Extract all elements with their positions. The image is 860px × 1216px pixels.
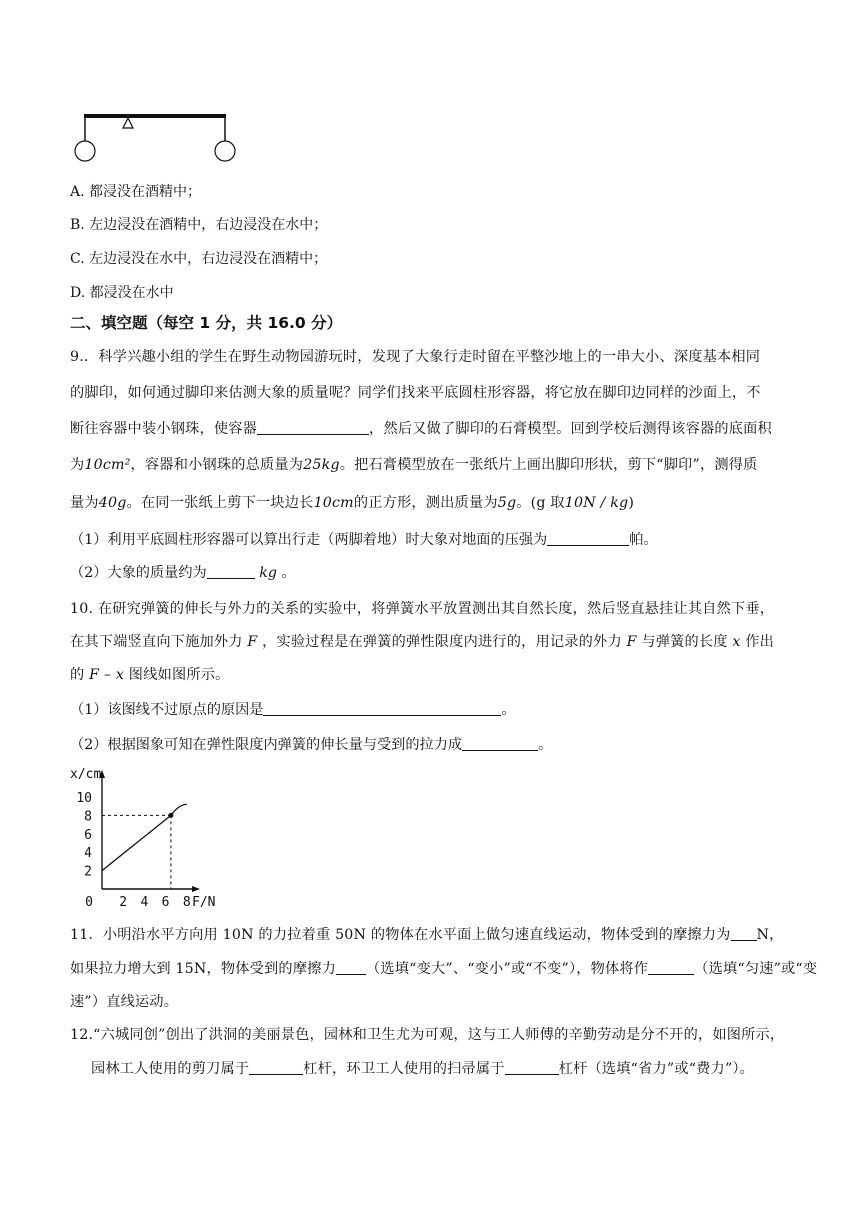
q9-footprint-mass: 40g [98,495,127,511]
q10-line-3b: 图线如图所示。 [128,667,230,683]
q9-sub-1a: （1）利用平底圆柱形容器可以算出行走（两脚着地）时大象对地面的压强为 [70,532,548,548]
q9-square-mass: 5g [497,495,517,511]
q9-mass-value: 25kg [303,457,340,473]
q10-blank-1[interactable] [263,701,501,716]
y-axis-label: x/cm [70,767,102,782]
q12-line-2 [91,1058,754,1078]
y-tick-label: 4 [84,846,92,862]
option-a: A. 都浸没在酒精中； [70,184,202,200]
fx-chart [66,762,226,912]
q9-blank-3[interactable] [207,564,255,579]
q10-line-2d: 作出 [745,634,775,650]
y-tick-label: 6 [84,827,92,843]
q11-line-1b: N， [756,927,784,943]
q9-line-3a: 断往容器中装小钢珠，使容器 [70,421,258,437]
q9-blank-1[interactable] [257,420,369,435]
q10-line-2b: ，实验过程是在弹簧的弹性限度内进行的，用记录的外力 [262,634,622,650]
right-ball [215,141,235,161]
q11-line-2c: （选填“匀速”或“变 [694,961,818,977]
q10-fx-symbol: F – x [89,667,125,683]
x-axis-label: F/N [192,895,216,910]
section-heading: 二、填空题（每空 1 分，共 16.0 分） [70,314,343,332]
q10-sub-2b: 。 [538,737,553,753]
q9-sub-1 [70,529,658,549]
q10-sub-2 [70,734,552,754]
q9-sub-1b: 帕。 [629,532,658,548]
option-c: C. 左边浸没在水中，右边浸没在酒精中； [70,251,328,267]
q10-sub-1b: 。 [501,702,516,718]
q10-line-2c: 与弹簧的长度 [641,634,728,650]
q12-line-2a: 园林工人使用的剪刀属于 [91,1061,250,1077]
lever-diagram [70,108,240,168]
q9-line-5e: ) [628,495,635,511]
x-tick-label: 2 [119,895,128,910]
lever-bar [84,114,226,118]
q10-sub-2a: （2）根据图象可知在弹性限度内弹簧的伸长量与受到的拉力成 [70,737,463,753]
q9-line-2: 的脚印，如何通过脚印来估测大象的质量呢？同学们找来平底圆柱形容器，将它放在脚印边同样的沙面上，不 [70,385,761,401]
q9-sub-2a: （2）大象的质量约为 [70,565,207,581]
option-d: D. 都浸没在水中 [70,285,174,301]
x-tick-label: 0 [85,895,93,910]
q11-blank-3[interactable] [648,960,694,975]
q9-line-4c: 。把石膏模型放在一张纸片上画出脚印形状，剪下“脚印”，测得质 [339,457,758,473]
q11-line-2 [70,958,817,978]
q11-line-2b: （选填“变大”、“变小”或“不变”），物体将作 [365,961,649,977]
q10-blank-2[interactable] [462,736,538,751]
q9-line-5d: 。(g 取 [516,495,565,511]
q11-blank-2[interactable] [336,960,366,975]
y-tick-label: 8 [84,809,92,825]
q10-line-2 [70,631,774,651]
q11-line-1a: 11．小明沿水平方向用 10N 的力拉着重 50N 的物体在水平面上做匀速直线运动，物体受到的摩擦力为 [70,927,731,943]
q11-line-2a: 如果拉力增大到 15N，物体受到的摩擦力 [70,961,336,977]
q12-blank-2[interactable] [505,1060,559,1075]
fulcrum-icon [123,118,133,128]
q10-line-3 [70,664,230,684]
series-line [171,804,187,815]
q9-line-5a: 量为 [70,495,99,511]
y-tick-label: 10 [76,791,92,806]
x-tick-label: 8 [182,895,191,910]
q9-blank-2[interactable] [547,531,629,546]
q9-sub-2 [70,562,296,582]
x-tick-label: 4 [140,895,149,910]
q9-line-3 [70,418,772,438]
q12-line-2c: 杠杆（选填“省力”或“费力”）。 [558,1061,755,1077]
q9-line-4b: ，容器和小钢珠的总质量为 [130,457,304,473]
q9-g-value: 10N / kg [564,495,629,511]
q10-sub-1 [70,699,516,719]
q12-blank-1[interactable] [249,1060,303,1075]
q9-sub-2b: 。 [281,565,296,581]
q9-line-3b: ，然后又做了脚印的石膏模型。回到学校后测得该容器的底面积 [369,421,772,437]
x-tick-label: 6 [161,895,170,910]
left-ball [75,141,95,161]
q10-line-3a: 的 [70,667,85,683]
data-point [168,813,173,818]
q9-line-4 [70,454,758,474]
q9-line-5c: 的正方形，测出质量为 [353,495,498,511]
y-tick-label: 2 [84,864,92,880]
q10-line-2a: 在其下端竖直向下施加外力 [70,634,243,650]
q10-force-symbol: F [247,634,258,650]
q11-blank-1[interactable] [731,926,757,941]
q12-line-2b: 杠杆，环卫工人使用的扫帚属于 [303,1061,505,1077]
q9-line-4a: 为 [70,457,85,473]
q11-line-3: 速”）直线运动。 [70,994,179,1010]
q9-line-5 [70,492,634,512]
q12-line-1: 12.“六城同创”创出了洪洞的美丽景色，园林和卫生尤为可观，这与工人师傅的辛勤劳动是分不开的，如图所示， [70,1027,785,1043]
series-line [102,815,171,870]
q9-square-side: 10cm [313,495,354,511]
option-b: B. 左边浸没在酒精中，右边浸没在水中； [70,217,328,233]
q10-sub-1a: （1）该图线不过原点的原因是 [70,702,264,718]
q9-line-1: 9.．科学兴趣小组的学生在野生动物园游玩时，发现了大象行走时留在平整沙地上的一串大小、深度基本相同 [70,349,761,365]
q9-area-value: 10cm² [84,457,131,473]
x-axis-arrow-icon [192,886,200,892]
q9-line-5b: 。在同一张纸上剪下一块边长 [126,495,314,511]
q11-line-1 [70,924,784,944]
q9-unit: kg [259,565,277,581]
q10-force-symbol-2: F [626,634,637,650]
q10-length-symbol: x [732,634,741,650]
q10-line-1: 10. 在研究弹簧的伸长与外力的关系的实验中，将弹簧水平放置测出其自然长度，然后竖直悬挂让其自然下垂， [70,601,775,617]
